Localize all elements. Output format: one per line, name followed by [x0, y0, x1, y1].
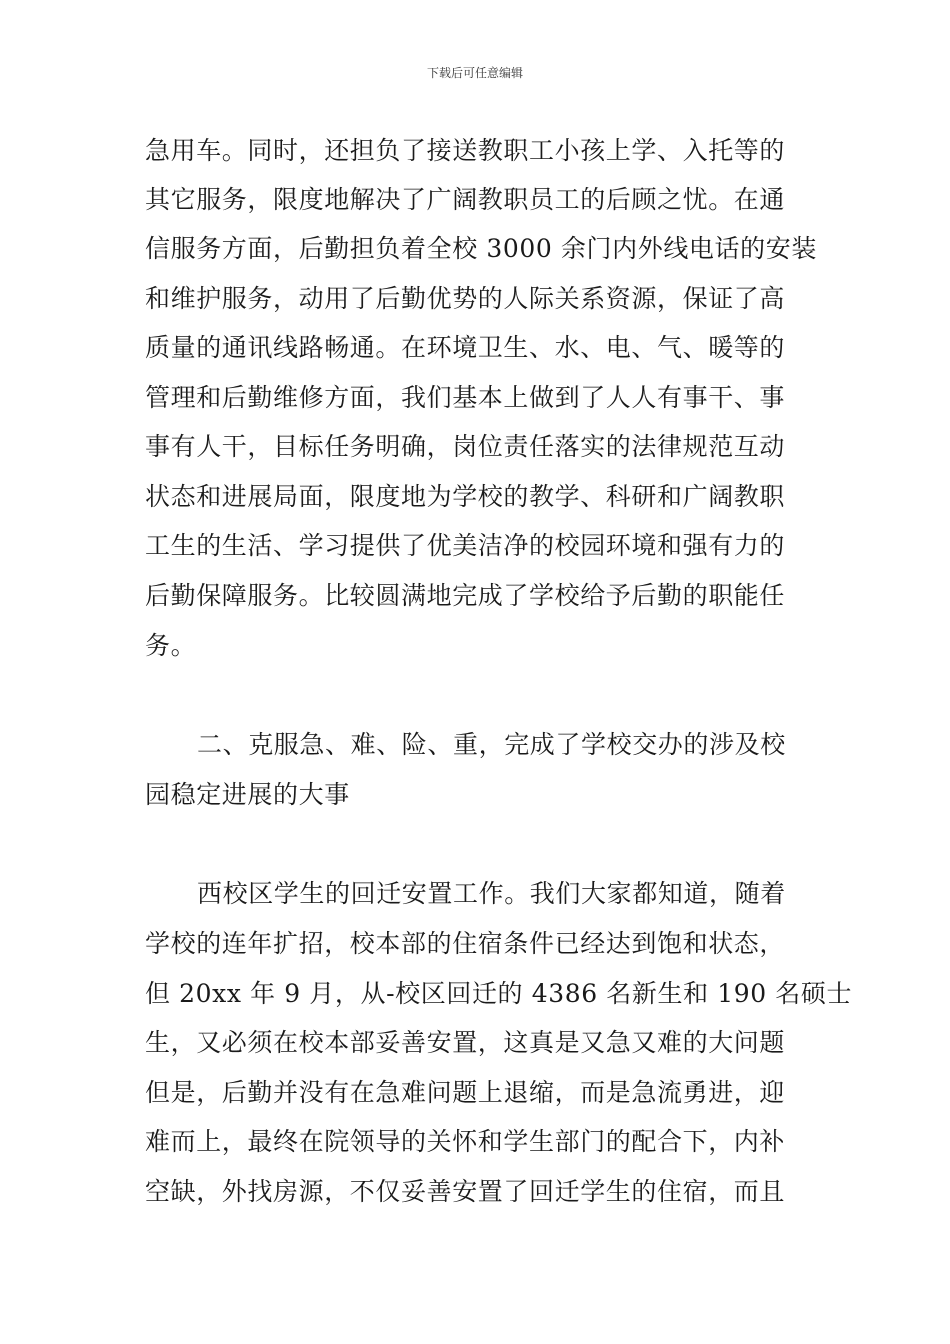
paragraph-line: 难而上，最终在院领导的关怀和学生部门的配合下，内补	[145, 1127, 786, 1156]
paragraph-line: 空缺，外找房源，不仅妥善安置了回迁学生的住宿，而且	[145, 1177, 786, 1206]
paragraph-line: 后勤保障服务。比较圆满地完成了学校给予后勤的职能任	[145, 581, 786, 610]
paragraph-line: 务。	[145, 631, 197, 660]
paragraph-line: 和维护服务，动用了后勤优势的人际关系资源，保证了高	[145, 284, 786, 313]
paragraph-line: 状态和进展局面，限度地为学校的教学、科研和广阔教职	[145, 482, 786, 511]
paragraph-line: 学校的连年扩招，校本部的住宿条件已经达到饱和状态，	[145, 929, 786, 958]
paragraph-line: 管理和后勤维修方面，我们基本上做到了人人有事干、事	[145, 383, 786, 412]
paragraph-line: 其它服务，限度地解决了广阔教职员工的后顾之忧。在通	[145, 185, 786, 214]
paragraph-line: 质量的通讯线路畅通。在环境卫生、水、电、气、暖等的	[145, 333, 786, 362]
paragraph-line: 事有人干，目标任务明确，岗位责任落实的法律规范互动	[145, 432, 786, 461]
paragraph-line: 生，又必须在校本部妥善安置，这真是又急又难的大问题	[145, 1028, 786, 1057]
heading-line: 园稳定进展的大事	[145, 780, 350, 809]
paragraph-line: 急用车。同时，还担负了接送教职工小孩上学、入托等的	[145, 136, 786, 165]
paragraph-line: 西校区学生的回迁安置工作。我们大家都知道，随着	[197, 879, 786, 908]
heading-line: 二、克服急、难、险、重，完成了学校交办的涉及校	[197, 730, 786, 759]
paragraph-line: 但 20xx 年 9 月，从-校区回迁的 4386 名新生和 190 名硕士	[145, 979, 853, 1008]
paragraph-line: 但是，后勤并没有在急难问题上退缩，而是急流勇进，迎	[145, 1078, 786, 1107]
paragraph-line: 信服务方面，后勤担负着全校 3000 余门内外线电话的安装	[145, 234, 817, 263]
page-header: 下载后可任意编辑	[426, 66, 523, 80]
paragraph-line: 工生的生活、学习提供了优美洁净的校园环境和强有力的	[145, 531, 786, 560]
